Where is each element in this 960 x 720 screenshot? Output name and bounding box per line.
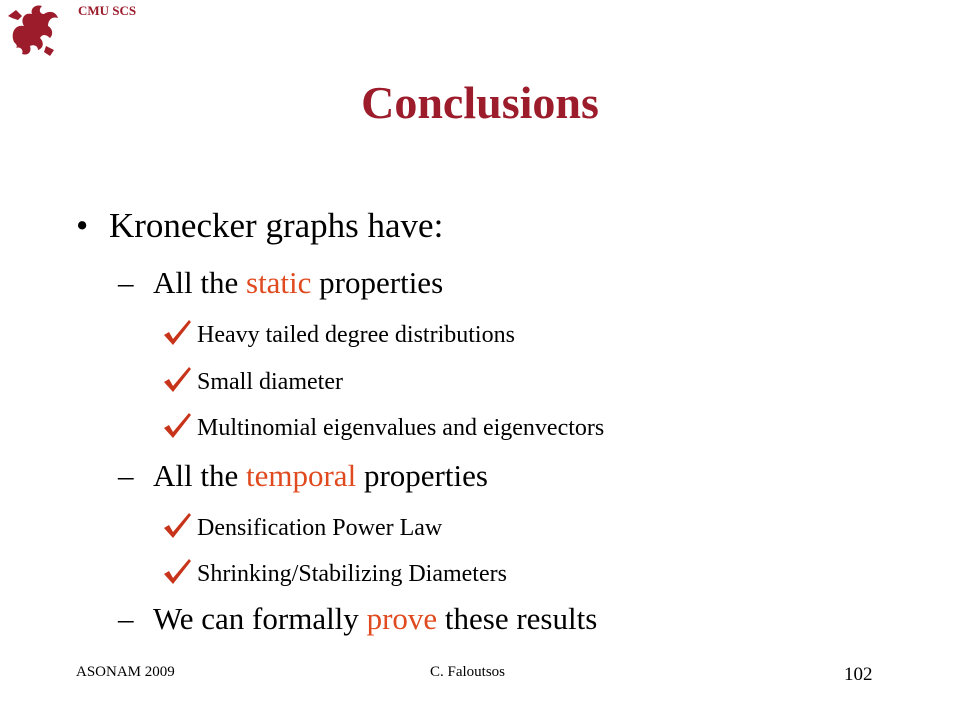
prove-keyword: prove <box>366 601 438 636</box>
main-bullet <box>76 206 443 246</box>
static-keyword: static <box>246 265 312 300</box>
static-item: Heavy tailed degree distributions <box>162 318 515 349</box>
temporal-keyword: temporal <box>246 458 357 493</box>
bullet-dot-icon: • <box>76 206 89 245</box>
static-subpoint: – All the static properties <box>118 265 444 300</box>
temporal-subpoint: – All the temporal properties <box>118 458 488 493</box>
dash-marker: – <box>118 265 134 300</box>
slide-title: Conclusions <box>361 77 599 128</box>
checkmark-icon <box>162 318 197 346</box>
org-label: CMU SCS <box>78 3 137 18</box>
prove-subpoint: – We can formally prove these results <box>118 601 598 636</box>
dash-marker: – <box>118 601 134 636</box>
temporal-item: Densification Power Law <box>162 511 442 542</box>
checkmark-icon <box>162 365 197 393</box>
footer-venue: ASONAM 2009 <box>76 664 175 680</box>
checkmark-icon <box>162 557 197 585</box>
page-number: 102 <box>844 664 873 685</box>
checkmark-icon <box>162 511 197 539</box>
main-bullet-text: Kronecker graphs have: <box>109 206 444 245</box>
dash-marker: – <box>118 458 134 493</box>
static-item: Multinomial eigenvalues and eigenvectors <box>162 411 604 442</box>
temporal-item: Shrinking/Stabilizing Diameters <box>162 557 507 588</box>
footer-author: C. Faloutsos <box>430 664 506 680</box>
checkmark-icon <box>162 411 197 439</box>
griffin-logo-icon <box>6 2 60 58</box>
static-item: Small diameter <box>162 365 343 396</box>
